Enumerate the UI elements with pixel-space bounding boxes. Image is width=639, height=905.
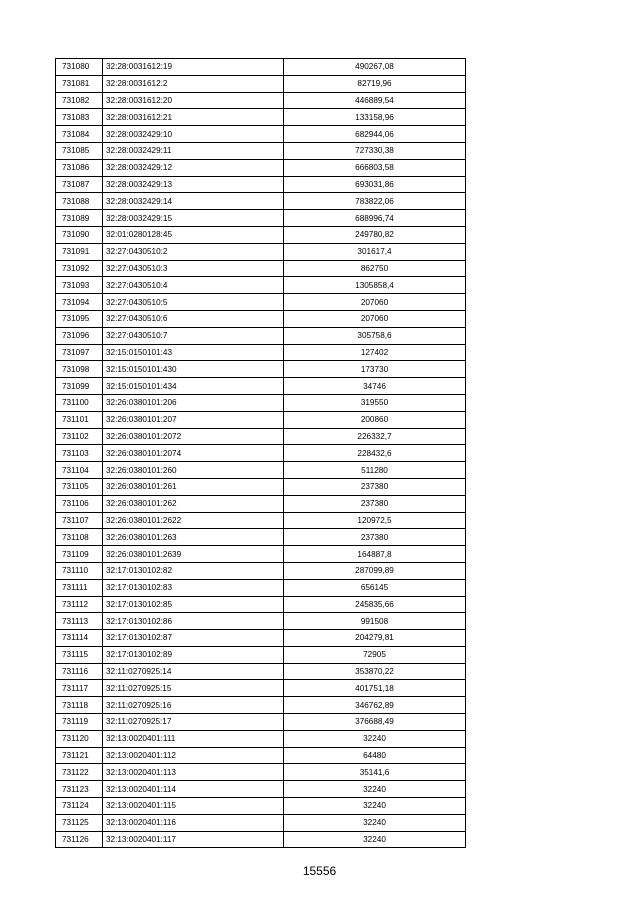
value-cell: 237380 <box>284 495 466 512</box>
table-row <box>56 378 466 395</box>
row-id-cell: 731123 <box>56 781 103 798</box>
table-row <box>56 646 466 663</box>
table-row <box>56 747 466 764</box>
table-row <box>56 327 466 344</box>
cadastral-number-cell: 32:15:0150101:43 <box>103 344 284 361</box>
cadastral-number-cell: 32:26:0380101:261 <box>103 478 284 495</box>
row-id-cell: 731126 <box>56 831 103 848</box>
value-cell: 32240 <box>284 814 466 831</box>
cadastral-number-cell: 32:13:0020401:116 <box>103 814 284 831</box>
table-row <box>56 159 466 176</box>
table-row <box>56 126 466 143</box>
table-row <box>56 831 466 848</box>
cadastral-number-cell: 32:28:0032429:15 <box>103 210 284 227</box>
row-id-cell: 731121 <box>56 747 103 764</box>
value-cell: 666803,58 <box>284 159 466 176</box>
row-id-cell: 731096 <box>56 327 103 344</box>
cadastral-number-cell: 32:13:0020401:114 <box>103 781 284 798</box>
table-row <box>56 680 466 697</box>
row-id-cell: 731106 <box>56 495 103 512</box>
value-cell: 727330,38 <box>284 142 466 159</box>
table-body <box>56 59 466 848</box>
value-cell: 200860 <box>284 411 466 428</box>
value-cell: 682944,06 <box>284 126 466 143</box>
cadastral-number-cell: 32:26:0380101:263 <box>103 529 284 546</box>
row-id-cell: 731081 <box>56 75 103 92</box>
cadastral-number-cell: 32:28:0031612:20 <box>103 92 284 109</box>
table-row <box>56 730 466 747</box>
row-id-cell: 731091 <box>56 243 103 260</box>
table-row <box>56 798 466 815</box>
table-row <box>56 411 466 428</box>
cadastral-number-cell: 32:13:0020401:113 <box>103 764 284 781</box>
value-cell: 34746 <box>284 378 466 395</box>
row-id-cell: 731109 <box>56 546 103 563</box>
table-row <box>56 394 466 411</box>
table-row <box>56 445 466 462</box>
cadastral-number-cell: 32:11:0270925:17 <box>103 714 284 731</box>
table-row <box>56 562 466 579</box>
row-id-cell: 731112 <box>56 596 103 613</box>
table-row <box>56 226 466 243</box>
row-id-cell: 731086 <box>56 159 103 176</box>
row-id-cell: 731099 <box>56 378 103 395</box>
page-number: 15556 <box>302 864 337 878</box>
value-cell: 401751,18 <box>284 680 466 697</box>
table-row <box>56 714 466 731</box>
value-cell: 64480 <box>284 747 466 764</box>
table-row <box>56 596 466 613</box>
value-cell: 688996,74 <box>284 210 466 227</box>
cadastral-number-cell: 32:26:0380101:2072 <box>103 428 284 445</box>
row-id-cell: 731116 <box>56 663 103 680</box>
row-id-cell: 731124 <box>56 798 103 815</box>
table-row <box>56 92 466 109</box>
cadastral-number-cell: 32:15:0150101:430 <box>103 361 284 378</box>
value-cell: 693031,86 <box>284 176 466 193</box>
value-cell: 237380 <box>284 478 466 495</box>
row-id-cell: 731080 <box>56 59 103 76</box>
cadastral-number-cell: 32:17:0130102:82 <box>103 562 284 579</box>
cadastral-number-cell: 32:17:0130102:89 <box>103 646 284 663</box>
value-cell: 207060 <box>284 310 466 327</box>
row-id-cell: 731093 <box>56 277 103 294</box>
cadastral-number-cell: 32:27:0430510:2 <box>103 243 284 260</box>
cadastral-number-cell: 32:28:0032429:12 <box>103 159 284 176</box>
row-id-cell: 731108 <box>56 529 103 546</box>
value-cell: 353870,22 <box>284 663 466 680</box>
value-cell: 783822,06 <box>284 193 466 210</box>
value-cell: 226332,7 <box>284 428 466 445</box>
row-id-cell: 731094 <box>56 294 103 311</box>
cadastral-number-cell: 32:17:0130102:87 <box>103 630 284 647</box>
row-id-cell: 731113 <box>56 613 103 630</box>
cadastral-number-cell: 32:13:0020401:115 <box>103 798 284 815</box>
cadastral-number-cell: 32:27:0430510:4 <box>103 277 284 294</box>
row-id-cell: 731100 <box>56 394 103 411</box>
row-id-cell: 731119 <box>56 714 103 731</box>
value-cell: 376688,49 <box>284 714 466 731</box>
value-cell: 249780,82 <box>284 226 466 243</box>
cadastral-number-cell: 32:27:0430510:5 <box>103 294 284 311</box>
table-row <box>56 176 466 193</box>
table-row <box>56 462 466 479</box>
row-id-cell: 731082 <box>56 92 103 109</box>
table-row <box>56 814 466 831</box>
table-row <box>56 310 466 327</box>
value-cell: 991508 <box>284 613 466 630</box>
row-id-cell: 731088 <box>56 193 103 210</box>
table-row <box>56 428 466 445</box>
row-id-cell: 731115 <box>56 646 103 663</box>
row-id-cell: 731122 <box>56 764 103 781</box>
cadastral-number-cell: 32:13:0020401:111 <box>103 730 284 747</box>
value-cell: 862750 <box>284 260 466 277</box>
row-id-cell: 731105 <box>56 478 103 495</box>
row-id-cell: 731114 <box>56 630 103 647</box>
cadastral-number-cell: 32:01:0280128:45 <box>103 226 284 243</box>
table-row <box>56 630 466 647</box>
row-id-cell: 731102 <box>56 428 103 445</box>
cadastral-number-cell: 32:26:0380101:2622 <box>103 512 284 529</box>
cadastral-number-cell: 32:28:0032429:14 <box>103 193 284 210</box>
table-row <box>56 59 466 76</box>
value-cell: 72905 <box>284 646 466 663</box>
table-row <box>56 478 466 495</box>
cadastral-number-cell: 32:28:0032429:10 <box>103 126 284 143</box>
cadastral-number-cell: 32:27:0430510:7 <box>103 327 284 344</box>
value-cell: 301617,4 <box>284 243 466 260</box>
value-cell: 1305858,4 <box>284 277 466 294</box>
cadastral-number-cell: 32:26:0380101:262 <box>103 495 284 512</box>
value-cell: 237380 <box>284 529 466 546</box>
row-id-cell: 731101 <box>56 411 103 428</box>
row-id-cell: 731095 <box>56 310 103 327</box>
row-id-cell: 731089 <box>56 210 103 227</box>
table-row <box>56 75 466 92</box>
row-id-cell: 731110 <box>56 562 103 579</box>
table-row <box>56 243 466 260</box>
cadastral-number-cell: 32:28:0032429:11 <box>103 142 284 159</box>
cadastral-number-cell: 32:28:0031612:2 <box>103 75 284 92</box>
value-cell: 120972,5 <box>284 512 466 529</box>
cadastral-number-cell: 32:28:0031612:21 <box>103 109 284 126</box>
table-row <box>56 663 466 680</box>
table-row <box>56 613 466 630</box>
cadastral-number-cell: 32:26:0380101:206 <box>103 394 284 411</box>
cadastral-number-cell: 32:26:0380101:2074 <box>103 445 284 462</box>
cadastral-number-cell: 32:17:0130102:83 <box>103 579 284 596</box>
value-cell: 228432,6 <box>284 445 466 462</box>
table-row <box>56 109 466 126</box>
cadastral-number-cell: 32:26:0380101:207 <box>103 411 284 428</box>
value-cell: 32240 <box>284 798 466 815</box>
table-row <box>56 697 466 714</box>
cadastral-number-cell: 32:28:0032429:13 <box>103 176 284 193</box>
cadastral-number-cell: 32:11:0270925:16 <box>103 697 284 714</box>
cadastral-number-cell: 32:15:0150101:434 <box>103 378 284 395</box>
value-cell: 319550 <box>284 394 466 411</box>
table-row <box>56 529 466 546</box>
value-cell: 207060 <box>284 294 466 311</box>
cadastral-value-table <box>55 58 466 848</box>
table-row <box>56 546 466 563</box>
value-cell: 656145 <box>284 579 466 596</box>
row-id-cell: 731092 <box>56 260 103 277</box>
cadastral-number-cell: 32:11:0270925:14 <box>103 663 284 680</box>
table-row <box>56 764 466 781</box>
cadastral-number-cell: 32:26:0380101:2639 <box>103 546 284 563</box>
value-cell: 204279,81 <box>284 630 466 647</box>
table-row <box>56 277 466 294</box>
table-row <box>56 512 466 529</box>
cadastral-number-cell: 32:17:0130102:86 <box>103 613 284 630</box>
row-id-cell: 731118 <box>56 697 103 714</box>
table-row <box>56 361 466 378</box>
row-id-cell: 731084 <box>56 126 103 143</box>
table-row <box>56 495 466 512</box>
row-id-cell: 731098 <box>56 361 103 378</box>
value-cell: 245835,66 <box>284 596 466 613</box>
cadastral-number-cell: 32:28:0031612:19 <box>103 59 284 76</box>
value-cell: 164887,8 <box>284 546 466 563</box>
row-id-cell: 731107 <box>56 512 103 529</box>
cadastral-number-cell: 32:13:0020401:117 <box>103 831 284 848</box>
row-id-cell: 731083 <box>56 109 103 126</box>
cadastral-number-cell: 32:17:0130102:85 <box>103 596 284 613</box>
value-cell: 32240 <box>284 781 466 798</box>
row-id-cell: 731111 <box>56 579 103 596</box>
value-cell: 511280 <box>284 462 466 479</box>
value-cell: 305758,6 <box>284 327 466 344</box>
cadastral-number-cell: 32:26:0380101:260 <box>103 462 284 479</box>
row-id-cell: 731120 <box>56 730 103 747</box>
row-id-cell: 731090 <box>56 226 103 243</box>
value-cell: 82719,96 <box>284 75 466 92</box>
row-id-cell: 731097 <box>56 344 103 361</box>
table-row <box>56 210 466 227</box>
cadastral-number-cell: 32:13:0020401:112 <box>103 747 284 764</box>
cadastral-number-cell: 32:11:0270925:15 <box>103 680 284 697</box>
table-row <box>56 579 466 596</box>
table-row <box>56 781 466 798</box>
row-id-cell: 731117 <box>56 680 103 697</box>
row-id-cell: 731103 <box>56 445 103 462</box>
value-cell: 133158,96 <box>284 109 466 126</box>
row-id-cell: 731104 <box>56 462 103 479</box>
value-cell: 173730 <box>284 361 466 378</box>
value-cell: 35141,6 <box>284 764 466 781</box>
row-id-cell: 731087 <box>56 176 103 193</box>
cadastral-number-cell: 32:27:0430510:6 <box>103 310 284 327</box>
table-row <box>56 193 466 210</box>
value-cell: 346762,89 <box>284 697 466 714</box>
table-row <box>56 142 466 159</box>
row-id-cell: 731125 <box>56 814 103 831</box>
cadastral-number-cell: 32:27:0430510:3 <box>103 260 284 277</box>
value-cell: 446889,54 <box>284 92 466 109</box>
value-cell: 490267,08 <box>284 59 466 76</box>
table-row <box>56 294 466 311</box>
row-id-cell: 731085 <box>56 142 103 159</box>
table-row <box>56 260 466 277</box>
value-cell: 32240 <box>284 730 466 747</box>
value-cell: 32240 <box>284 831 466 848</box>
value-cell: 127402 <box>284 344 466 361</box>
value-cell: 287099,89 <box>284 562 466 579</box>
table-row <box>56 344 466 361</box>
